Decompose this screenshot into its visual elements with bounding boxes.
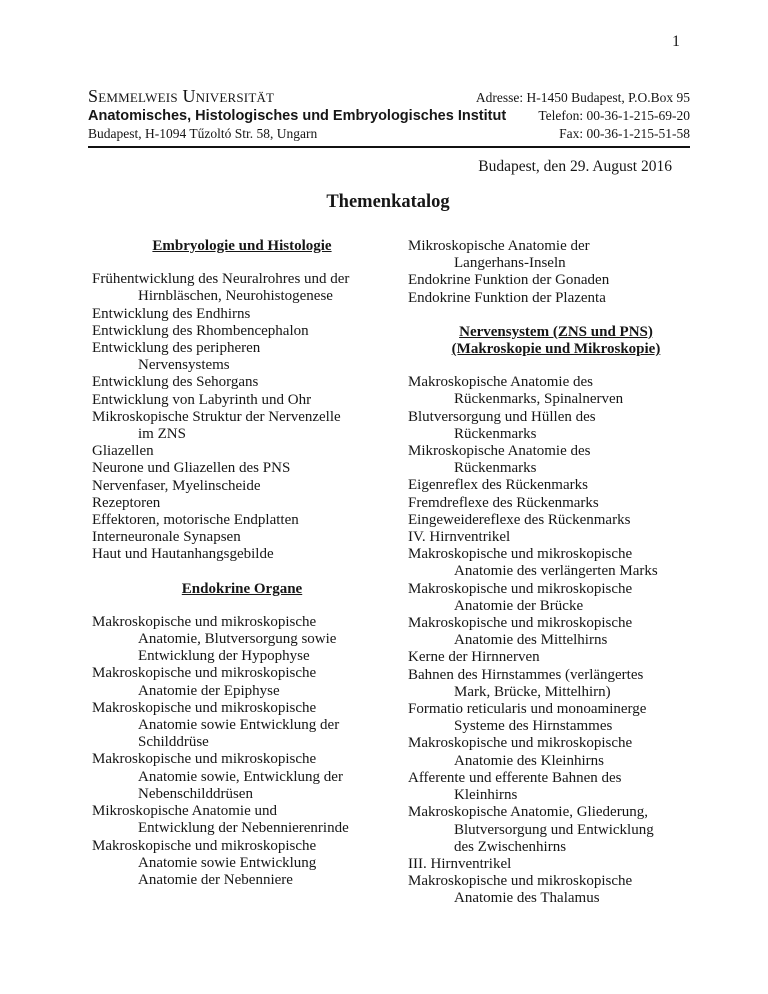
topic-line: Anatomie sowie Entwicklung — [138, 854, 317, 871]
topic-item — [408, 272, 704, 289]
topic-line: Kerne der Hirnnerven — [408, 649, 540, 666]
page-number: 1 — [672, 33, 680, 50]
topic-item — [92, 614, 392, 666]
column-left — [92, 238, 392, 889]
topic-item — [408, 856, 704, 873]
topic-line: Anatomie sowie, Entwicklung der — [138, 768, 343, 785]
topic-item — [92, 838, 392, 890]
topic-line: III. Hirnventrikel — [408, 855, 512, 872]
topic-line: Entwicklung des Rhombencephalon — [92, 322, 309, 339]
institute-address: Budapest, H-1094 Tűzoltó Str. 58, Ungarn — [88, 126, 318, 141]
topic-line: Entwicklung des Endhirns — [92, 305, 251, 322]
topic-line: Kleinhirns — [454, 787, 518, 804]
topic-line: IV. Hirnventrikel — [408, 529, 511, 546]
topic-line: Makroskopische und mikroskopische — [92, 665, 317, 682]
topic-line: Makroskopische und mikroskopische — [92, 837, 317, 854]
topic-item — [92, 512, 392, 529]
topic-item — [92, 392, 392, 409]
topic-line: im ZNS — [138, 426, 186, 443]
topic-line: Makroskopische und mikroskopische — [408, 546, 633, 563]
topic-line: Makroskopische und mikroskopische — [408, 873, 633, 890]
university-name: Semmelweis Universität — [88, 86, 275, 106]
topic-item — [408, 667, 704, 701]
topic-line: Bahnen des Hirnstammes (verlängertes — [408, 666, 644, 683]
topic-line: Anatomie, Blutversorgung sowie — [138, 631, 337, 648]
topic-item — [408, 770, 704, 804]
institute-name: Anatomisches, Histologisches und Embryologisches Institut — [88, 108, 507, 124]
topic-line: Nervenfaser, Myelinscheide — [92, 477, 261, 494]
topic-item — [92, 751, 392, 803]
section-heading-line: Endokrine Organe — [181, 580, 303, 597]
topic-line: Anatomie des Thalamus — [454, 890, 600, 907]
topic-line: Anatomie des Mittelhirns — [454, 632, 608, 649]
topic-line: Makroskopische und mikroskopische — [408, 580, 633, 597]
topic-item — [408, 443, 704, 477]
topic-line: Rückenmarks, Spinalnerven — [454, 391, 624, 408]
section-heading-line: Embryologie und Histologie — [152, 238, 332, 254]
topic-item — [408, 873, 704, 907]
topic-line: Mikroskopische Anatomie des — [408, 443, 591, 460]
topic-item — [408, 735, 704, 769]
contact-fax: Fax: 00-36-1-215-51-58 — [559, 126, 690, 141]
topic-line: Hirnbläschen, Neurohistogenese — [138, 288, 333, 305]
topic-line: Effektoren, motorische Endplatten — [92, 512, 299, 529]
topic-line: Frühentwicklung des Neuralrohres und der — [92, 271, 350, 288]
topic-section — [92, 238, 392, 564]
topic-line: Formatio reticularis und monoaminerge — [408, 701, 647, 718]
topic-line: Langerhans-Inseln — [454, 255, 566, 272]
topic-item — [408, 238, 704, 272]
topic-line: Entwicklung des peripheren — [92, 340, 261, 357]
topic-line: Nebenschilddrüsen — [138, 785, 253, 802]
topic-line: Eigenreflex des Rückenmarks — [408, 477, 588, 494]
topic-line: Makroskopische und mikroskopische — [92, 699, 317, 716]
topic-line: Makroskopische und mikroskopische — [92, 613, 317, 630]
topic-item — [92, 409, 392, 443]
topic-line: Blutversorgung und Entwicklung — [454, 821, 654, 838]
topic-line: Anatomie der Brücke — [454, 597, 584, 614]
topic-line: Endokrine Funktion der Plazenta — [408, 289, 606, 306]
topic-item — [92, 443, 392, 460]
topic-line: Rückenmarks — [454, 460, 537, 477]
topic-item — [92, 271, 392, 305]
topic-line: Rückenmarks — [454, 425, 537, 442]
topic-item — [92, 374, 392, 391]
topic-item — [92, 700, 392, 752]
topic-item — [92, 340, 392, 374]
topic-item — [92, 529, 392, 546]
topic-line: Makroskopische Anatomie des — [408, 374, 593, 391]
topic-line: Entwicklung der Hypophyse — [138, 648, 310, 665]
column-right — [408, 238, 704, 908]
topic-line: Neurone und Gliazellen des PNS — [92, 460, 291, 477]
topic-line: Entwicklung des Sehorgans — [92, 374, 259, 391]
topic-line: Anatomie sowie Entwicklung der — [138, 717, 340, 734]
topic-item — [408, 581, 704, 615]
topic-line: Fremdreflexe des Rückenmarks — [408, 494, 599, 511]
topic-item — [408, 495, 704, 512]
topic-line: Entwicklung der Nebennierenrinde — [138, 820, 349, 837]
topic-line: Makroskopische und mikroskopische — [92, 751, 317, 768]
topic-item — [408, 290, 704, 307]
topic-item — [92, 803, 392, 837]
topic-line: Haut und Hautanhangsgebilde — [92, 546, 274, 563]
section-heading — [408, 324, 704, 358]
topic-line: Nervensystems — [138, 357, 230, 374]
topic-line: Makroskopische und mikroskopische — [408, 735, 633, 752]
topic-item — [408, 546, 704, 580]
topic-line: Eingeweidereflexe des Rückenmarks — [408, 511, 631, 528]
topic-line: Entwicklung von Labyrinth und Ohr — [92, 391, 312, 408]
topic-item — [408, 649, 704, 666]
topic-line: Blutversorgung und Hüllen des — [408, 408, 596, 425]
topic-line: Mikroskopische Anatomie und — [92, 803, 277, 820]
topic-line: Makroskopische und mikroskopische — [408, 615, 633, 632]
topic-line: Interneuronale Synapsen — [92, 529, 241, 546]
contact-telefon: Telefon: 00-36-1-215-69-20 — [538, 108, 690, 123]
topic-line: Gliazellen — [92, 443, 154, 460]
topic-line: Endokrine Funktion der Gonaden — [408, 272, 610, 289]
topic-item — [92, 306, 392, 323]
date-line: Budapest, den 29. August 2016 — [478, 158, 672, 175]
topic-item — [408, 409, 704, 443]
topic-section — [408, 238, 704, 307]
topic-item — [92, 478, 392, 495]
topic-line: Anatomie des verlängerten Marks — [454, 563, 658, 580]
topic-item — [92, 495, 392, 512]
topic-item — [408, 512, 704, 529]
topic-line: Anatomie der Nebenniere — [138, 871, 293, 888]
topic-line: Rezeptoren — [92, 494, 161, 511]
page-title: Themenkatalog — [326, 192, 450, 212]
topic-line: Anatomie der Epiphyse — [138, 682, 280, 699]
section-heading — [92, 581, 392, 598]
section-heading-line: (Makroskopie und Mikroskopie) — [451, 341, 661, 358]
topic-item — [408, 374, 704, 408]
topic-line: Afferente und efferente Bahnen des — [408, 769, 622, 786]
topic-line: Mark, Brücke, Mittelhirn) — [454, 683, 611, 700]
topic-line: Systeme des Hirnstammes — [454, 718, 613, 735]
topic-line: Mikroskopische Anatomie der — [408, 238, 590, 254]
topic-item — [92, 546, 392, 563]
topic-item — [408, 701, 704, 735]
letterhead — [88, 85, 690, 148]
topic-item — [92, 460, 392, 477]
topic-item — [408, 804, 704, 856]
topic-section — [92, 581, 392, 889]
topic-item — [408, 529, 704, 546]
topic-item — [92, 323, 392, 340]
topic-line: Schilddrüse — [138, 734, 209, 751]
topic-line: Makroskopische Anatomie, Gliederung, — [408, 804, 648, 821]
contact-adresse: Adresse: H-1450 Budapest, P.O.Box 95 — [475, 90, 690, 105]
section-heading-line: Nervensystem (ZNS und PNS) — [459, 323, 653, 340]
topic-section — [408, 324, 704, 908]
topic-line: des Zwischenhirns — [454, 838, 567, 855]
section-heading — [92, 238, 392, 255]
topic-columns — [92, 238, 704, 908]
topic-item — [92, 665, 392, 699]
topic-line: Mikroskopische Struktur der Nervenzelle — [92, 408, 341, 425]
topic-line: Anatomie des Kleinhirns — [454, 752, 604, 769]
topic-item — [408, 477, 704, 494]
topic-item — [408, 615, 704, 649]
